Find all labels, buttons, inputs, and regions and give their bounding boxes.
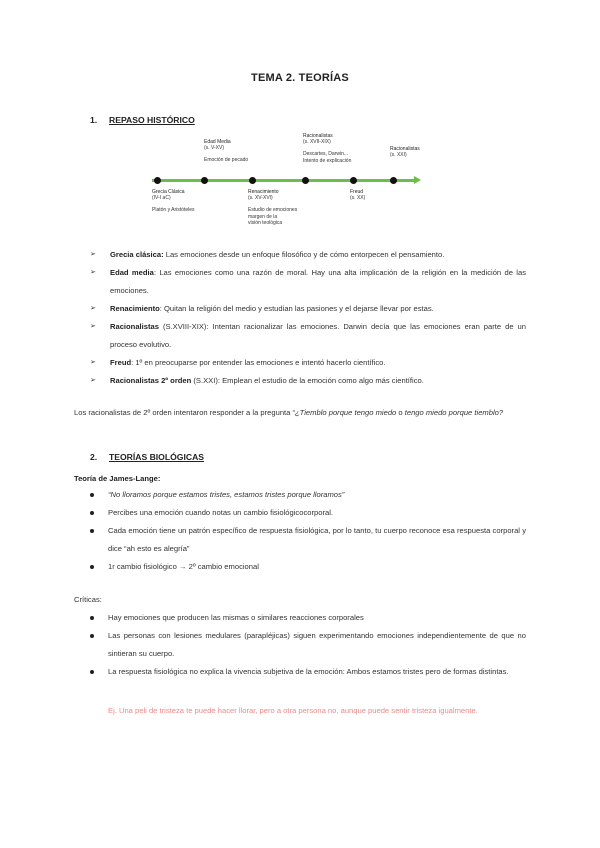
- timeline-label-grecia: Grecia Clásica (IV-I aC) Platón y Aristóteles: [152, 189, 195, 214]
- timeline-dot-freud: [350, 177, 357, 184]
- list-item: Hay emociones que producen las mismas o similares reacciones corporales: [90, 609, 526, 627]
- list-item: ➢ Freud: 1º en preocuparse por entender las emociones e intentó hacerlo científico.: [90, 354, 526, 372]
- arrow-bullet-icon: ➢: [90, 359, 96, 366]
- bullet-dot-icon: [90, 634, 94, 638]
- arrow-bullet-icon: ➢: [90, 251, 96, 258]
- timeline-arrow-icon: [414, 176, 421, 184]
- bullet-dot-icon: [90, 565, 94, 569]
- list-item: ➢ Racionalistas 2º orden (S.XXI): Emplean el estudio de la emoción como algo más científico.: [90, 372, 526, 390]
- bullet-dot-icon: [90, 529, 94, 533]
- timeline-label-racionalistas: Racionalistas (s. XVII-XIX) Descartes, Darwin... Intento de explicación: [303, 133, 352, 164]
- arrow-bullet-icon: ➢: [90, 269, 96, 276]
- timeline-line: [152, 179, 414, 182]
- timeline-dot-racionalistas: [302, 177, 309, 184]
- timeline-label-edad-media: Edad Media (s. V-XV) Emoción de pecado: [204, 139, 249, 164]
- timeline-dot-racionalistas-2: [390, 177, 397, 184]
- criticas-list: [90, 609, 526, 681]
- list-item: ➢ Grecia clásica: Las emociones desde un enfoque filosófico y de cómo entorpecen el pensamiento.: [90, 246, 526, 264]
- history-bullet-list: [90, 246, 526, 390]
- section-title: REPASO HISTÓRICO: [109, 115, 195, 125]
- example-note: Ej. Una peli de tristeza te puede hacer llorar, pero a otra persona no, aunque puede sentir tristeza igualmente.: [108, 706, 478, 715]
- james-lange-list: [90, 486, 526, 576]
- bullet-dot-icon: [90, 493, 94, 497]
- section-heading-history: [90, 115, 195, 125]
- list-item: Cada emoción tiene un patrón específico de respuesta fisiológica, por lo tanto, tu cuerpo reconoce esa respuesta corporal y dice “ah esto es alegría”: [90, 522, 526, 558]
- history-timeline: [150, 130, 430, 240]
- timeline-dot-grecia: [154, 177, 161, 184]
- timeline-label-freud: Freud (s. XX): [350, 189, 366, 202]
- section-number: 2.: [90, 452, 98, 462]
- list-item: ➢ Renacimiento: Quitan la religión del medio y estudian las pasiones y el dejarse llevar por estas.: [90, 300, 526, 318]
- history-paragraph: Los racionalistas de 2º orden intentaron responder a la pregunta “¿Tiemblo porque tengo miedo o tengo miedo porque tiemblo?: [74, 408, 504, 417]
- theory-subheading: Teoría de James-Lange:: [74, 474, 161, 483]
- page-title: TEMA 2. TEORÍAS: [251, 72, 349, 84]
- arrow-bullet-icon: ➢: [90, 305, 96, 312]
- criticas-label: Críticas:: [74, 595, 102, 604]
- bullet-dot-icon: [90, 670, 94, 674]
- bullet-dot-icon: [90, 616, 94, 620]
- timeline-label-renacimiento: Renacimiento (s. XV-XVI) Estudio de emociones margen de la visión teológica: [248, 189, 298, 226]
- section-heading-biological: [90, 452, 204, 462]
- timeline-label-racionalistas-2: Racionalistas (s. XXI): [390, 146, 420, 159]
- list-item: ➢ Racionalistas (S.XVIII-XIX): Intentan racionalizar las emociones. Darwin decía que las emociones eran parte de un proceso evolutivo.: [90, 318, 526, 354]
- timeline-dot-edad-media: [201, 177, 208, 184]
- list-item: 1r cambio fisiológico → 2º cambio emocional: [90, 558, 526, 576]
- list-item: ➢ Edad media: Las emociones como una razón de moral. Hay una alta implicación de la religión en la medición de las emociones.: [90, 264, 526, 300]
- section-title: TEORÍAS BIOLÓGICAS: [109, 452, 205, 462]
- arrow-bullet-icon: ➢: [90, 377, 96, 384]
- bullet-dot-icon: [90, 511, 94, 515]
- list-item: “No lloramos porque estamos tristes, estamos tristes porque lloramos”: [90, 486, 526, 504]
- list-item: Percibes una emoción cuando notas un cambio fisiológicocorporal.: [90, 504, 526, 522]
- section-number: 1.: [90, 115, 98, 125]
- arrow-bullet-icon: ➢: [90, 323, 96, 330]
- list-item: La respuesta fisiológica no explica la vivencia subjetiva de la emoción: Ambos estamos tristes pero de formas distintas.: [90, 663, 526, 681]
- list-item: Las personas con lesiones medulares (parapléjicas) siguen experimentando emociones independientemente de que no sintieran su cuerpo.: [90, 627, 526, 663]
- timeline-dot-renacimiento: [249, 177, 256, 184]
